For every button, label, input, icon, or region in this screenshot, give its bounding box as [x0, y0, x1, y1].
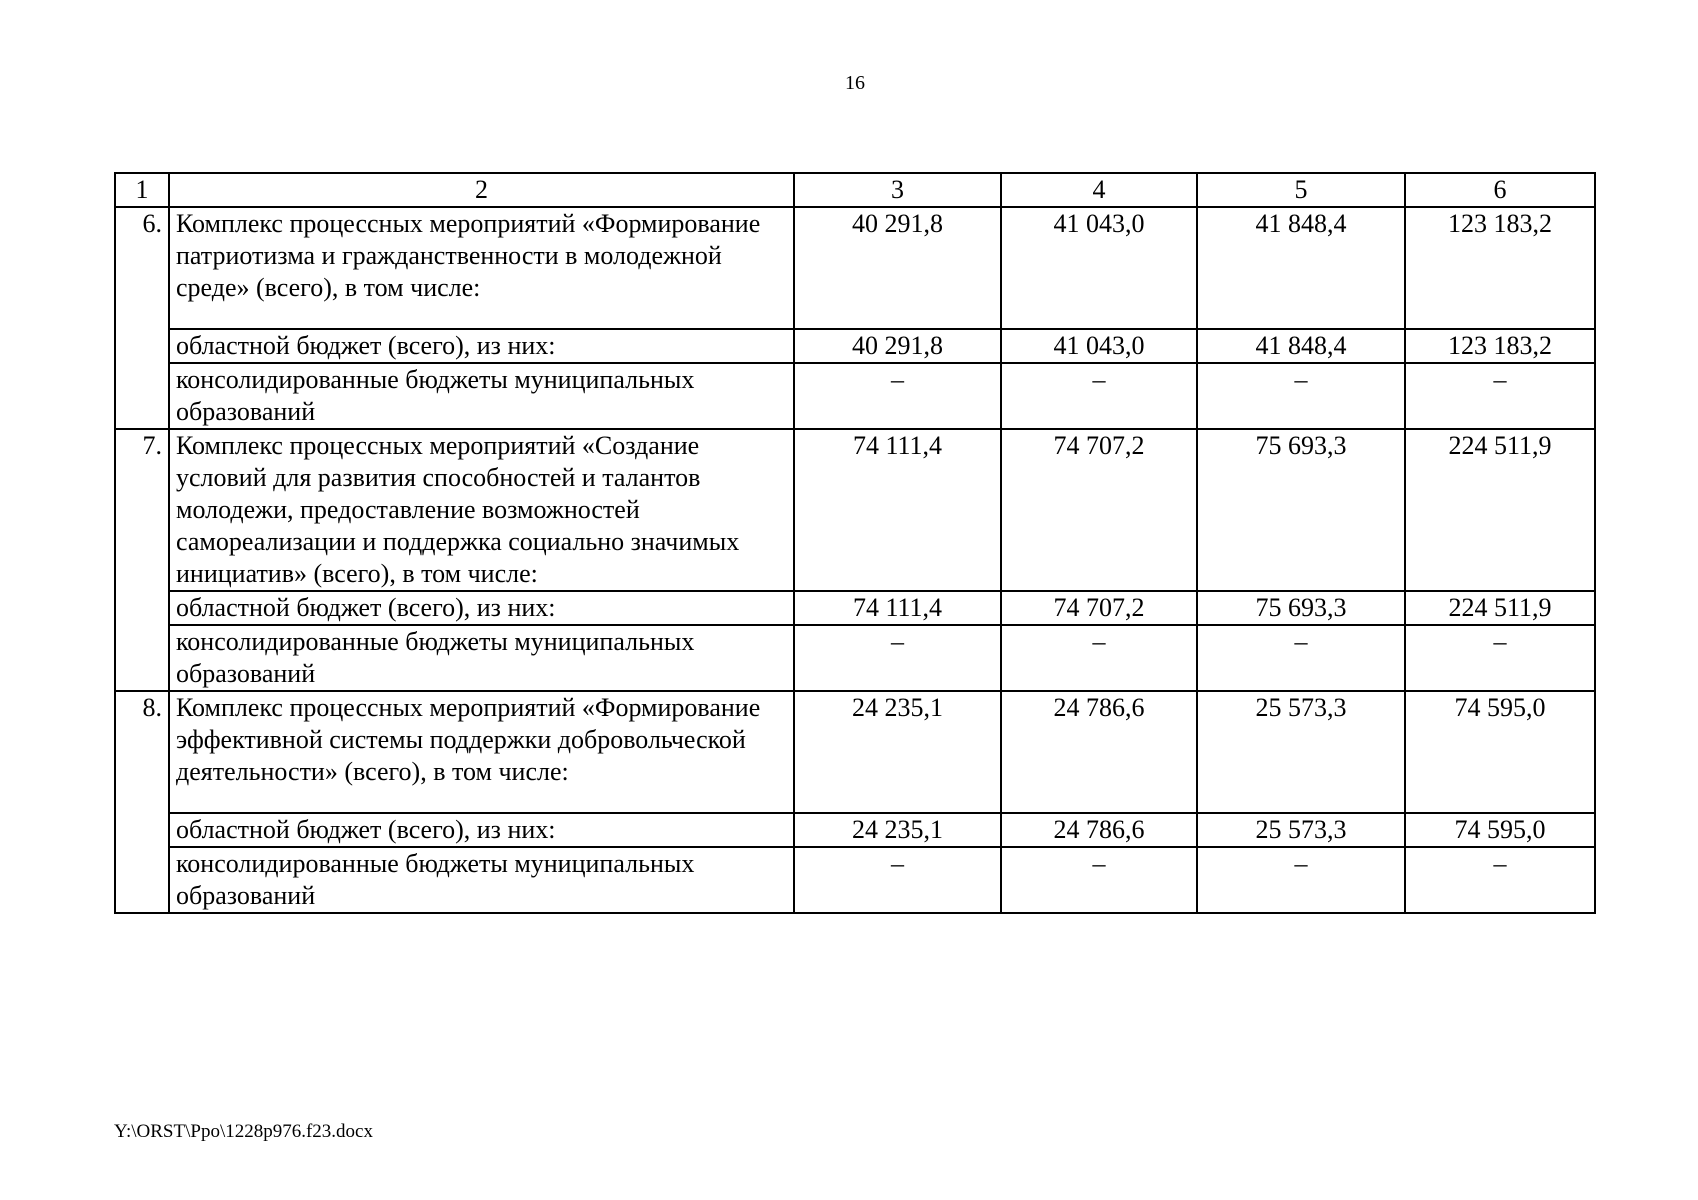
value-cell: –	[794, 625, 1001, 691]
row-number: 8.	[115, 691, 169, 913]
value-cell: 40 291,8	[794, 329, 1001, 363]
row-label: областной бюджет (всего), из них:	[169, 813, 794, 847]
row-label: консолидированные бюджеты муниципальных образований	[169, 847, 794, 913]
header-cell: 3	[794, 173, 1001, 207]
value-cell: 74 595,0	[1405, 691, 1595, 813]
value-cell: –	[794, 363, 1001, 429]
value-cell: 24 235,1	[794, 813, 1001, 847]
row-label: консолидированные бюджеты муниципальных образований	[169, 625, 794, 691]
table-row	[115, 429, 1595, 591]
table-row	[115, 625, 1595, 691]
row-number: 7.	[115, 429, 169, 691]
value-cell: –	[1001, 625, 1197, 691]
table-row	[115, 363, 1595, 429]
header-cell: 1	[115, 173, 169, 207]
budget-table	[114, 172, 1596, 914]
table-header-row	[115, 173, 1595, 207]
value-cell: 41 848,4	[1197, 329, 1405, 363]
value-cell: 123 183,2	[1405, 329, 1595, 363]
value-cell: 74 595,0	[1405, 813, 1595, 847]
value-cell: –	[1001, 363, 1197, 429]
value-cell: 41 848,4	[1197, 207, 1405, 329]
value-cell: 24 786,6	[1001, 813, 1197, 847]
value-cell: 74 111,4	[794, 429, 1001, 591]
row-label: Комплекс процессных мероприятий «Формирование эффективной системы поддержки добровольческой деятельности» (всего), в том числе:	[169, 691, 794, 813]
table-row	[115, 813, 1595, 847]
value-cell: 74 707,2	[1001, 429, 1197, 591]
row-label: областной бюджет (всего), из них:	[169, 329, 794, 363]
value-cell: –	[1405, 363, 1595, 429]
value-cell: 224 511,9	[1405, 429, 1595, 591]
value-cell: –	[1197, 363, 1405, 429]
value-cell: 40 291,8	[794, 207, 1001, 329]
header-cell: 2	[169, 173, 794, 207]
header-cell: 4	[1001, 173, 1197, 207]
value-cell: –	[1197, 847, 1405, 913]
value-cell: 75 693,3	[1197, 591, 1405, 625]
table-row	[115, 847, 1595, 913]
table-row	[115, 591, 1595, 625]
value-cell: 224 511,9	[1405, 591, 1595, 625]
value-cell: –	[1197, 625, 1405, 691]
value-cell: 24 786,6	[1001, 691, 1197, 813]
row-label: консолидированные бюджеты муниципальных образований	[169, 363, 794, 429]
footer-file-path: Y:\ORST\Ppo\1228p976.f23.docx	[114, 1121, 373, 1142]
value-cell: 75 693,3	[1197, 429, 1405, 591]
table-row	[115, 329, 1595, 363]
row-number: 6.	[115, 207, 169, 429]
value-cell: 123 183,2	[1405, 207, 1595, 329]
value-cell: –	[1001, 847, 1197, 913]
page-number: 16	[845, 72, 865, 94]
value-cell: 74 707,2	[1001, 591, 1197, 625]
header-cell: 6	[1405, 173, 1595, 207]
value-cell: –	[1405, 625, 1595, 691]
value-cell: 41 043,0	[1001, 207, 1197, 329]
value-cell: –	[1405, 847, 1595, 913]
table-row	[115, 691, 1595, 813]
value-cell: –	[794, 847, 1001, 913]
row-label: Комплекс процессных мероприятий «Создание условий для развития способностей и талантов молодежи, предоставление возможностей самореализации и поддержка социально значимых инициатив» (всего), в том числе:	[169, 429, 794, 591]
header-cell: 5	[1197, 173, 1405, 207]
row-label: Комплекс процессных мероприятий «Формирование патриотизма и гражданственности в молодежной среде» (всего), в том числе:	[169, 207, 794, 329]
row-label: областной бюджет (всего), из них:	[169, 591, 794, 625]
value-cell: 74 111,4	[794, 591, 1001, 625]
table-row	[115, 207, 1595, 329]
value-cell: 24 235,1	[794, 691, 1001, 813]
value-cell: 41 043,0	[1001, 329, 1197, 363]
value-cell: 25 573,3	[1197, 813, 1405, 847]
value-cell: 25 573,3	[1197, 691, 1405, 813]
